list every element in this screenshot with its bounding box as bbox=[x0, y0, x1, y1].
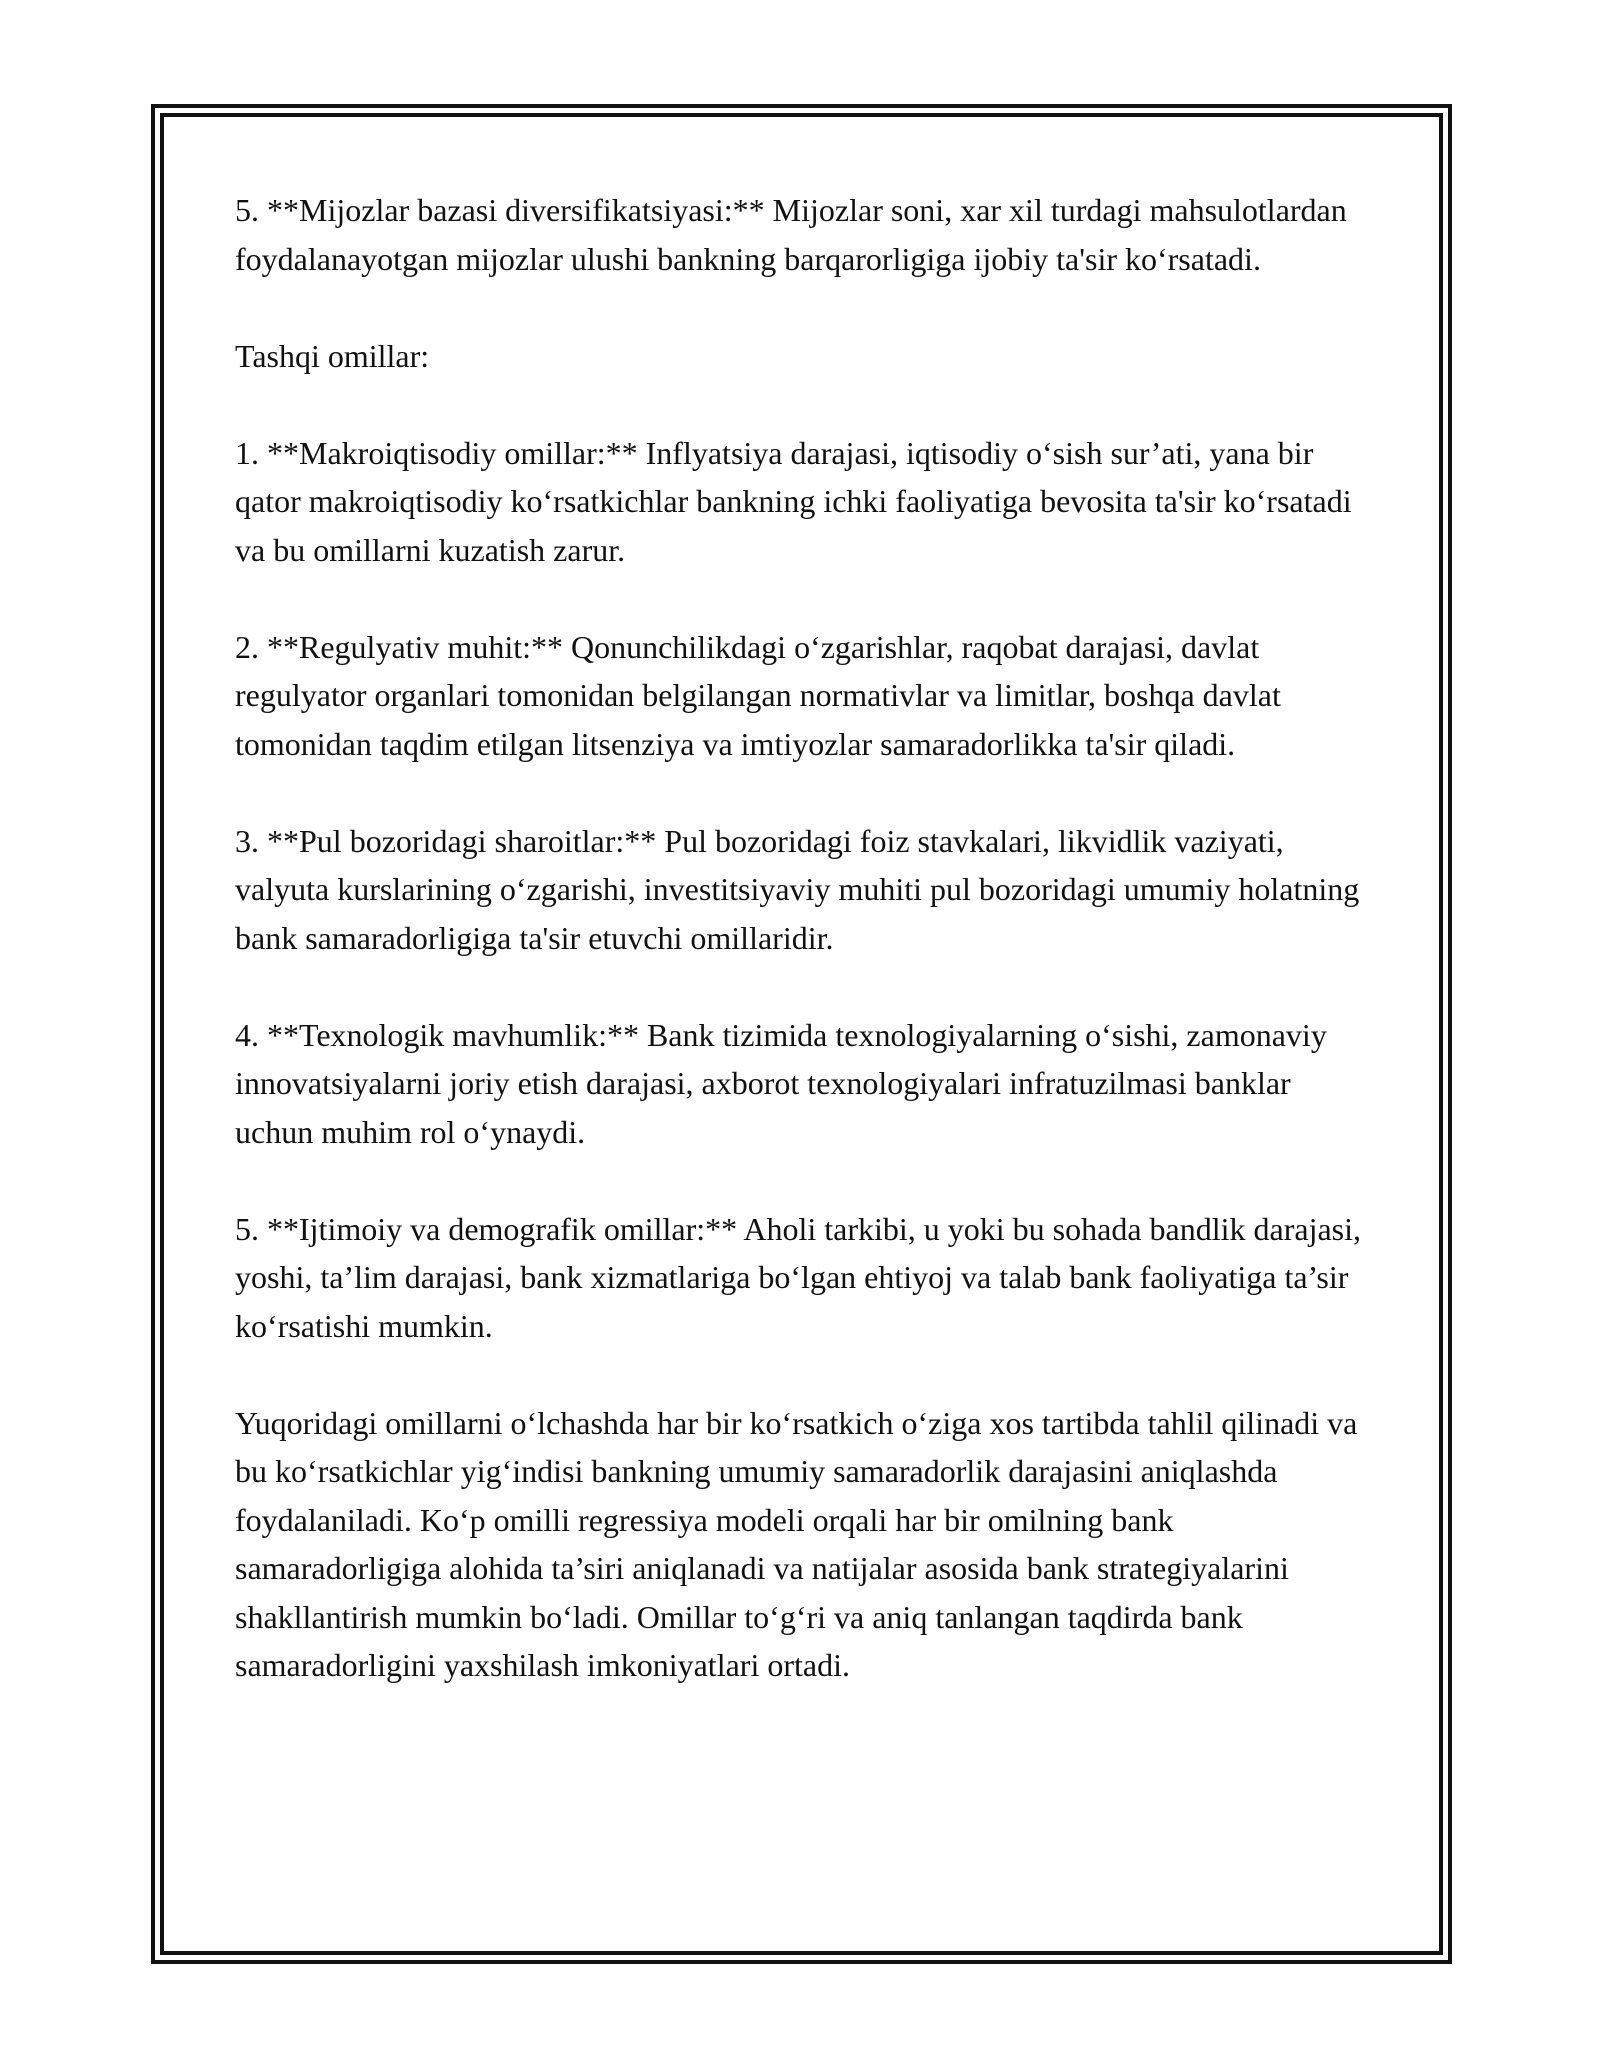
paragraph-technological-factors: 4. **Texnologik mavhumlik:** Bank tizimida texnologiyalarning o‘sishi, zamonaviy innovatsiyalarni joriy etish darajasi, axborot texnologiyalari infratuzilmasi banklar uchun muhim rol o‘ynaydi. bbox=[235, 1016, 1327, 1150]
paragraph-external-factors-heading: Tashqi omillar: bbox=[235, 337, 430, 374]
paragraph-money-market-conditions: 3. **Pul bozoridagi sharoitlar:** Pul bozoridagi foiz stavkalari, likvidlik vaziyati, valyuta kurslarining o‘zgarishi, investitsiyaviy muhiti pul bozoridagi umumiy holatning bank samaradorligiga ta'sir etuvchi omillaridir. bbox=[235, 822, 1360, 956]
paragraph-macroeconomic-factors: 1. **Makroiqtisodiy omillar:** Inflyatsiya darajasi, iqtisodiy o‘sish sur’ati, yana bir qator makroiqtisodiy ko‘rsatkichlar bankning ichki faoliyatiga bevosita ta'sir ko‘rsatadi va bu omillarni kuzatish zarur. bbox=[235, 434, 1352, 568]
paragraph-client-base-diversification: 5. **Mijozlar bazasi diversifikatsiyasi:** Mijozlar soni, xar xil turdagi mahsulotlardan foydalanayotgan mijozlar ulushi bankning barqarorligiga ijobiy ta'sir ko‘rsatadi. bbox=[235, 192, 1347, 277]
document-body bbox=[235, 186, 1375, 1690]
paragraph-social-demographic-factors: 5. **Ijtimoiy va demografik omillar:** Aholi tarkibi, u yoki bu sohada bandlik darajasi, yoshi, ta’lim darajasi, bank xizmatlariga bo‘lgan ehtiyoj va talab bank faoliyatiga ta’sir ko‘rsatishi mumkin. bbox=[235, 1210, 1362, 1344]
paragraph-conclusion: Yuqoridagi omillarni o‘lchashda har bir ko‘rsatkich o‘ziga xos tartibda tahlil qilinadi va bu ko‘rsatkichlar yig‘indisi bankning umumiy samaradorlik darajasini aniqlashda foydalaniladi. Ko‘p omilli regressiya modeli orqali har bir omilning bank samaradorligiga alohida ta’siri aniqlanadi va natijalar asosida bank strategiyalarini shakllantirish mumkin bo‘ladi. Omillar to‘g‘ri va aniq tanlangan taqdirda bank samaradorligini yaxshilash imkoniyatlari ortadi. bbox=[235, 1404, 1358, 1683]
paragraph-regulatory-environment: 2. **Regulyativ muhit:** Qonunchilikdagi o‘zgarishlar, raqobat darajasi, davlat regulyator organlari tomonidan belgilangan normativlar va limitlar, boshqa davlat tomonidan taqdim etilgan litsenziya va imtiyozlar samaradorlikka ta'sir qiladi. bbox=[235, 628, 1281, 762]
